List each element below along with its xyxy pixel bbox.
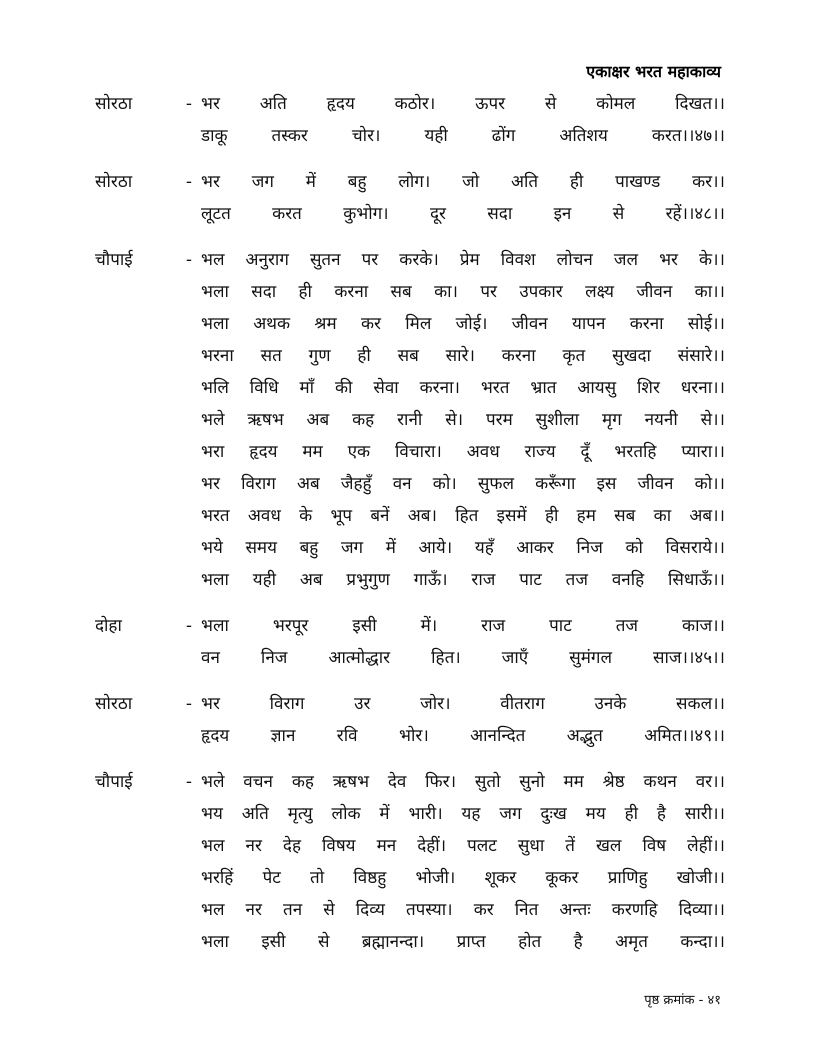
verse-line: भल अनुराग सुतन पर करके। प्रेम विवश लोचन जल भर के।। [201, 250, 725, 270]
verse-line: भल नर देह विषय मन देहीं। पलट सुधा तें खल विष लेहीं।। [201, 836, 725, 856]
verse-line: भले ऋषभ अब कह रानी से। परम सुशीला मृग नयनी से।। [201, 410, 725, 430]
stanza-dash: - [185, 250, 193, 270]
verse-line: भरना सत गुण ही सब सारे। करना कृत सुखदा संसारे।। [201, 346, 725, 366]
verse-line: भरहिं पेट तो विष्ठहु भोजी। शूकर कूकर प्राणिहु खोजी।। [201, 868, 725, 888]
verse-line: भलि विधि माँ की सेवा करना। भरत भ्रात आयसु शिर धरना।। [201, 378, 725, 398]
verse-line: भर विराग उर जोर। वीतराग उनके सकल।। [201, 694, 725, 714]
page-number: पृष्ठ क्रमांक - ४१ [644, 993, 721, 1008]
stanza [95, 88, 725, 152]
stanza-dash: - [185, 772, 193, 792]
stanza-dash: - [185, 94, 193, 114]
verse-line: भये समय बहु जग में आये। यहँ आकर निज को विसराये।। [201, 538, 725, 558]
stanza [95, 688, 725, 752]
stanza-lines [201, 688, 725, 752]
stanza-dash: - [185, 616, 193, 636]
verse-line: हृदय ज्ञान रवि भोर। आनन्दित अद्भुत अमित।।४९।। [201, 726, 725, 746]
verse-content [95, 88, 725, 972]
verse-line: भर विराग अब जैहहुँ वन को। सुफल करूँगा इस जीवन को।। [201, 474, 725, 494]
verse-line: भला सदा ही करना सब का। पर उपकार लक्ष्य जीवन का।। [201, 282, 725, 302]
stanza [95, 244, 725, 596]
verse-line: भर अति हृदय कठोर। ऊपर से कोमल दिखत।। [201, 94, 725, 114]
stanza [95, 766, 725, 958]
stanza-lines [201, 610, 725, 674]
verse-line: भरा हृदय मम एक विचारा। अवध राज्य दूँ भरतहि प्यारा।। [201, 442, 725, 462]
verse-line: भले वचन कह ऋषभ देव फिर। सुतो सुनो मम श्रेष्ठ कथन वर।। [201, 772, 725, 792]
stanza-lines [201, 88, 725, 152]
stanza-label: चौपाई [95, 772, 133, 792]
stanza-dash: - [185, 172, 193, 192]
stanza-label: दोहा [95, 616, 122, 636]
stanza-label: चौपाई [95, 250, 133, 270]
stanza [95, 166, 725, 230]
verse-line: भला इसी से ब्रह्मानन्दा। प्राप्त होत है अमृत कन्दा।। [201, 932, 725, 952]
page-header-title: एकाक्षर भरत महाकाव्य [586, 62, 721, 81]
verse-line: डाकू तस्कर चोर। यही ढोंग अतिशय करत।।४७।। [201, 126, 725, 146]
verse-line: भरत अवध के भूप बनें अब। हित इसमें ही हम सब का अब।। [201, 506, 725, 526]
verse-line: भर जग में बहु लोग। जो अति ही पाखण्ड कर।। [201, 172, 725, 192]
stanza [95, 610, 725, 674]
stanza-label: सोरठा [95, 694, 133, 714]
verse-line: भला भरपूर इसी में। राज पाट तज काज।। [201, 616, 725, 636]
verse-line: भय अति मृत्यु लोक में भारी। यह जग दुःख मय ही है सारी।। [201, 804, 725, 824]
verse-line: भला यही अब प्रभुगुण गाऊँ। राज पाट तज वनहि सिधाऊँ।। [201, 570, 725, 590]
verse-line: भल नर तन से दिव्य तपस्या। कर नित अन्तः करणहि दिव्या।। [201, 900, 725, 920]
stanza-lines [201, 166, 725, 230]
stanza-lines [201, 766, 725, 958]
verse-line: लूटत करत कुभोग। दूर सदा इन से रहें।।४८।। [201, 204, 725, 224]
verse-line: वन निज आत्मोद्धार हित। जाएँ सुमंगल साज।।४५।। [201, 648, 725, 668]
stanza-label: सोरठा [95, 172, 133, 192]
verse-line: भला अथक श्रम कर मिल जोई। जीवन यापन करना सोई।। [201, 314, 725, 334]
stanza-label: सोरठा [95, 94, 133, 114]
stanza-lines [201, 244, 725, 596]
stanza-dash: - [185, 694, 193, 714]
